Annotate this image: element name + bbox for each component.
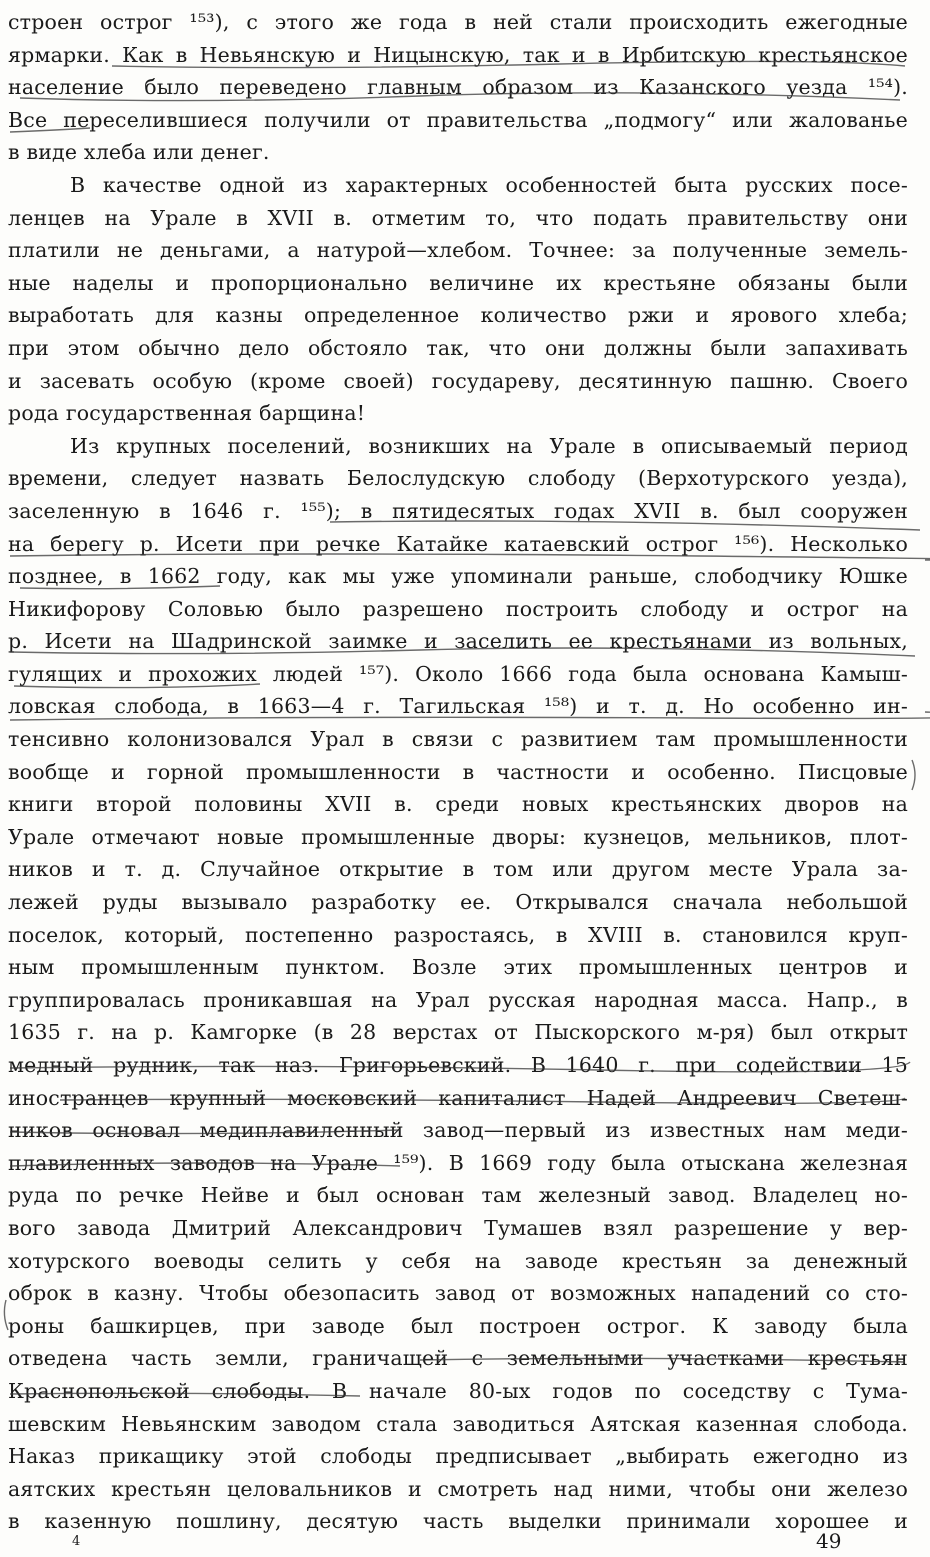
text-line: роны башкирцев, при заводе был построен острог. К заводу была: [8, 1313, 908, 1338]
text-line: иностранцев крупный московский капиталист Надей Андреевич Светеш-: [8, 1085, 908, 1110]
text-line: ленцев на Урале в XVII в. отметим то, что подать правительству они: [8, 205, 908, 230]
text-line: ным промышленным пунктом. Возле этих промышленных центров и: [8, 955, 908, 980]
text-line: строен острог ¹⁵³), с этого же года в ней стали происходить ежегодные: [8, 10, 908, 34]
text-line: в виде хлеба или денег.: [8, 140, 270, 165]
text-line: Из крупных поселений, возникших на Урале в описываемый период: [70, 433, 908, 458]
text-line: В качестве одной из характерных особенностей быта русских посе-: [70, 172, 908, 197]
text-line: поселок, который, постепенно разростаясь, в XVIII в. становился круп-: [8, 922, 908, 947]
body-text: [8, 6, 908, 1538]
text-line: р. Исети на Шадринской заимке и заселить ее крестьянами из вольных,: [8, 629, 908, 654]
text-line: отведена часть земли, граничащей с земельными участками крестьян: [8, 1346, 908, 1371]
text-line: тенсивно колонизовался Урал в связи с развитием там промышленности: [8, 727, 908, 752]
text-line: вообще и горной промышленности в частности и особенно. Писцовые: [8, 759, 908, 784]
text-line: времени, следует назвать Белослудскую слободу (Верхотурского уезда),: [8, 466, 908, 491]
text-line: платили не деньгами, а натурой—хлебом. Точнее: за полученные земель-: [8, 238, 908, 263]
text-line: медный рудник, так наз. Григорьевский. В 1640 г. при содействии 15: [8, 1053, 908, 1077]
text-line: в казенную пошлину, десятую часть выделки принимали хорошее и: [8, 1509, 908, 1534]
text-line: Наказ прикащику этой слободы предписывает „выбирать ежегодно из: [8, 1444, 908, 1469]
text-line: ников основал медиплавиленный завод—первый из известных нам меди-: [8, 1118, 908, 1143]
text-line: ные наделы и пропорционально величине их крестьяне обязаны были: [8, 270, 908, 295]
text-line: Все переселившиеся получили от правительства „подмогу“ или жалованье: [8, 107, 908, 132]
text-line: рода государственная барщина!: [8, 401, 366, 426]
text-line: 1635 г. на р. Камгорке (в 28 верстах от Пыскорского м-ря) был открыт: [8, 1020, 908, 1045]
text-line: лежей руды вызывало разработку ее. Открывался сначала небольшой: [8, 890, 908, 915]
text-line: на берегу р. Исети при речке Катайке катаевский острог ¹⁵⁶). Несколько: [8, 531, 908, 556]
text-line: плавиленных заводов на Урале ¹⁵⁹). В 1669 году была отыскана железная: [8, 1150, 908, 1175]
text-line: заселенную в 1646 г. ¹⁵⁵); в пятидесятых годах XVII в. был сооружен: [8, 498, 908, 523]
text-line: книги второй половины XVII в. среди новых крестьянских дворов на: [8, 792, 908, 817]
text-line: аятских крестьян целовальников и смотреть над ними, чтобы они железо: [8, 1476, 908, 1501]
text-line: руда по речке Нейве и был основан там железный завод. Владелец но-: [8, 1183, 908, 1208]
text-line: ловская слобода, в 1663—4 г. Тагильская ¹⁵⁸) и т. д. Но особенно ин-: [8, 694, 908, 719]
signature-mark: 4: [72, 1534, 81, 1549]
text-line: выработать для казны определенное количество ржи и ярового хлеба;: [8, 303, 908, 328]
text-line: группировалась проникавшая на Урал русская народная масса. Напр., в: [8, 987, 908, 1012]
text-line: гулящих и прохожих людей ¹⁵⁷). Около 1666 года была основана Камыш-: [8, 661, 908, 686]
text-line: вого завода Дмитрий Александрович Тумашев взял разрешение у вер-: [8, 1215, 908, 1240]
text-line: ярмарки. Как в Невьянскую и Ницынскую, так и в Ирбитскую крестьянское: [8, 42, 908, 67]
pencil-mark: [912, 760, 915, 790]
text-line: и засевать особую (кроме своей) государеву, десятинную пашню. Своего: [8, 368, 908, 393]
text-line: ников и т. д. Случайное открытие в том или другом месте Урала за-: [8, 857, 908, 882]
text-line: хотурского воеводы селить у себя на заводе крестьян за денежный: [8, 1248, 908, 1273]
text-line: оброк в казну. Чтобы обезопасить завод от возможных нападений со сто-: [8, 1281, 908, 1306]
text-line: шевским Невьянским заводом стала заводиться Аятская казенная слобода.: [8, 1411, 908, 1436]
text-line: Никифорову Соловью было разрешено построить слободу и острог на: [8, 596, 908, 621]
text-line: Урале отмечают новые промышленные дворы: кузнецов, мельников, плот-: [8, 824, 908, 849]
text-line: при этом обычно дело обстояло так, что они должны были запахивать: [8, 335, 908, 360]
text-line: позднее, в 1662 году, как мы уже упоминали раньше, слободчику Юшке: [8, 564, 908, 589]
page-number: 49: [816, 1529, 842, 1553]
text-line: Краснопольской слободы. В начале 80-ых годов по соседству с Тума-: [8, 1378, 908, 1403]
text-line: население было переведено главным образом из Казанского уезда ¹⁵⁴).: [8, 75, 908, 100]
